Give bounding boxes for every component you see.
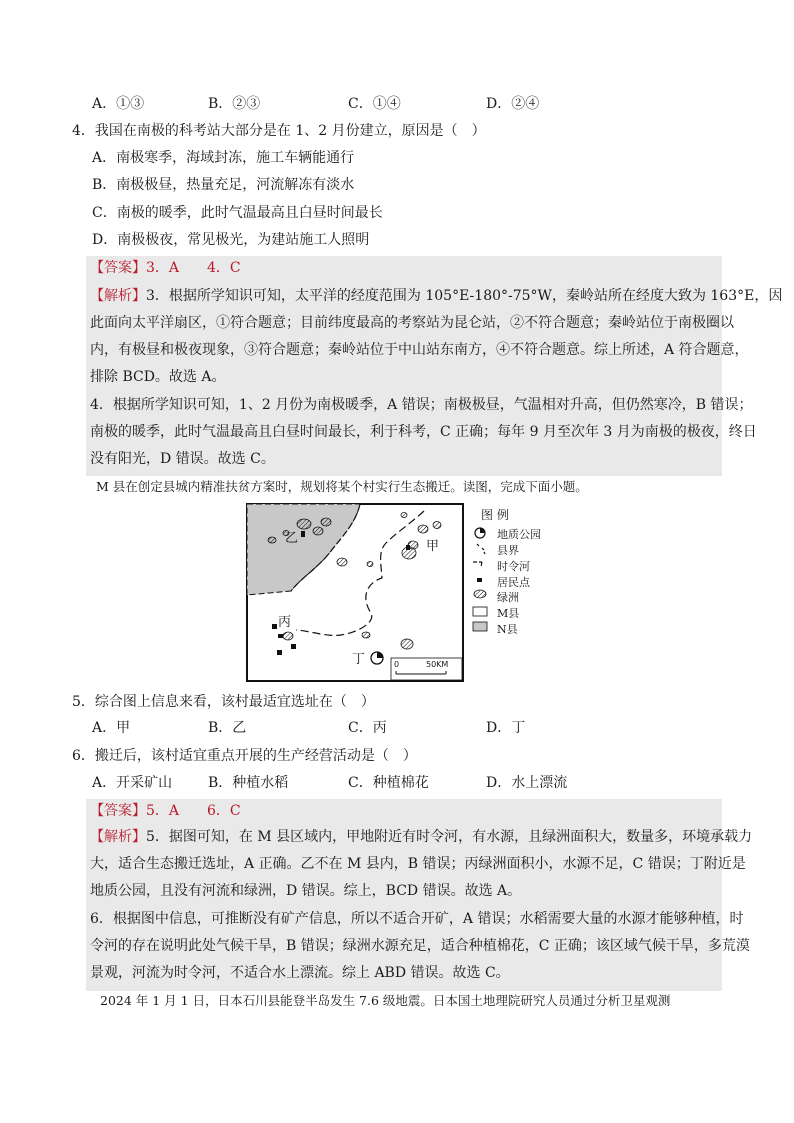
analysis-line-2: 此面向太平洋扇区，①符合题意；目前纬度最高的考察站为昆仑站，②不符合题意；秦岭站位于南极圈以 — [90, 315, 734, 331]
legend-settlement: 居民点 — [497, 576, 530, 589]
next-question-intro: 2024 年 1 月 1 日，日本石川县能登半岛发生 7.6 级地震。日本国土地理院研究人员通过分析卫星观测 — [100, 993, 671, 1008]
scale-zero: 0 — [394, 660, 400, 669]
analysis-line-6: 景观，河流为时令河，不适合水上漂流。综上 ABD 错误。故选 C。 — [90, 965, 510, 981]
answer-box-5-6 — [86, 799, 753, 991]
answer-line-5-6 — [90, 801, 241, 821]
answer-box-3-4 — [86, 256, 783, 476]
analysis-text: 3．根据所学知识可知，太平洋的经度范围为 105°E-180°-75°W，秦岭站所在经度大致为 163°E，因 — [146, 288, 783, 304]
legend-n-county: N县 — [497, 623, 518, 636]
analysis-line-4: 6．根据图中信息，可推断没有矿产信息，所以不适合开矿，A 错误；水稻需要大量的水源才能够种植，时 — [90, 911, 744, 927]
answer-text: 5．A 6．C — [146, 803, 241, 819]
analysis-line-3: 内，有极昼和极夜现象，③符合题意；秦岭站位于中山站东南方，④不符合题意。综上所述，A 符合题意， — [90, 342, 749, 358]
q6-option-a: A．开采矿山 — [92, 775, 173, 791]
legend-geopark: 地质公园 — [497, 528, 541, 541]
q4-option-c: C．南极的暖季，此时气温最高且白昼时间最长 — [92, 205, 383, 221]
label-jia: 甲 — [426, 539, 440, 554]
q3-option-a: A．①③ — [92, 96, 145, 112]
legend-title: 图 例 — [481, 508, 509, 522]
analysis-line-2: 大，适合生态搬迁选址，A 正确。乙不在 M 县内，B 错误；丙绿洲面积小，水源不足，C 错误；丁附近是 — [90, 856, 746, 872]
analysis-line-7: 没有阳光，D 错误。故选 C。 — [90, 451, 275, 467]
q6-option-b: B．种植水稻 — [208, 775, 289, 791]
legend-seasonal-river: 时令河 — [497, 560, 530, 573]
geopark-marker — [371, 652, 383, 664]
analysis-line-5: 4．根据所学知识可知，1、2 月份为南极暖季，A 错误；南极极昼，气温相对升高，但仍然寒冷，B 错误； — [90, 397, 753, 413]
q4-option-a: A．南极寒季，海域封冻，施工车辆能通行 — [92, 150, 355, 166]
q5-option-b: B．乙 — [208, 720, 247, 736]
q4-option-d: D．南极极夜，常见极光，为建站施工人照明 — [92, 232, 370, 248]
analysis-text: 5．据图可知，在 M 县区域内，甲地附近有时令河，有水源，且绿洲面积大，数量多，环境承载力 — [146, 829, 753, 845]
q3-option-c: C．①④ — [348, 96, 401, 112]
map-intro: M 县在创定县城内精准扶贫方案时，规划将某个村实行生态搬迁。读图，完成下面小题。 — [96, 479, 588, 494]
analysis-label: 【解析】 — [90, 288, 146, 304]
analysis-line-1 — [90, 827, 752, 847]
analysis-label: 【解析】 — [90, 829, 146, 845]
legend-m-county: M县 — [497, 607, 520, 620]
q3-option-d: D．②④ — [486, 96, 540, 112]
label-bing: 丙 — [278, 615, 292, 630]
label-yi: 乙 — [285, 531, 299, 546]
q3-option-b: B．②③ — [208, 96, 261, 112]
analysis-line-6: 南极的暖季，此时气温最高且白昼时间最长，利于科考，C 正确；每年 9 月至次年 3 月为南极的极夜，终日 — [90, 424, 757, 440]
q5-stem: 5．综合图上信息来看，该村最适宜选址在（ ） — [72, 694, 375, 710]
label-ding: 丁 — [352, 652, 366, 667]
q5-option-d: D．丁 — [486, 720, 526, 736]
answer-line-3-4 — [90, 258, 241, 278]
q6-option-d: D．水上漂流 — [486, 775, 568, 791]
analysis-line-5: 令河的存在说明此处气候干旱，B 错误；绿洲水源充足，适合种植棉花，C 正确；该区域气候干旱，多荒漠 — [90, 938, 750, 954]
q6-stem: 6．搬迁后，该村适宜重点开展的生产经营活动是（ ） — [72, 748, 417, 764]
analysis-line-1 — [90, 286, 782, 306]
q5-option-c: C．丙 — [348, 720, 387, 736]
q5-option-a: A．甲 — [92, 720, 131, 736]
q6-option-c: C．种植棉花 — [348, 775, 429, 791]
legend-symbols — [470, 524, 494, 636]
answer-text: 3．A 4．C — [146, 260, 241, 276]
q4-option-b: B．南极极昼，热量充足，河流解冻有淡水 — [92, 177, 355, 193]
q4-stem: 4．我国在南极的科考站大部分是在 1、2 月份建立，原因是（ ） — [72, 123, 486, 139]
answer-label: 【答案】 — [90, 260, 146, 276]
scale-end: 50KM — [426, 660, 449, 669]
legend-oasis: 绿洲 — [497, 591, 519, 604]
analysis-line-4: 排除 BCD。故选 A。 — [90, 369, 226, 385]
legend-county-border: 县界 — [497, 544, 519, 557]
answer-label: 【答案】 — [90, 803, 146, 819]
analysis-line-3: 地质公园，且没有河流和绿洲，D 错误。综上，BCD 错误。故选 A。 — [90, 883, 522, 899]
